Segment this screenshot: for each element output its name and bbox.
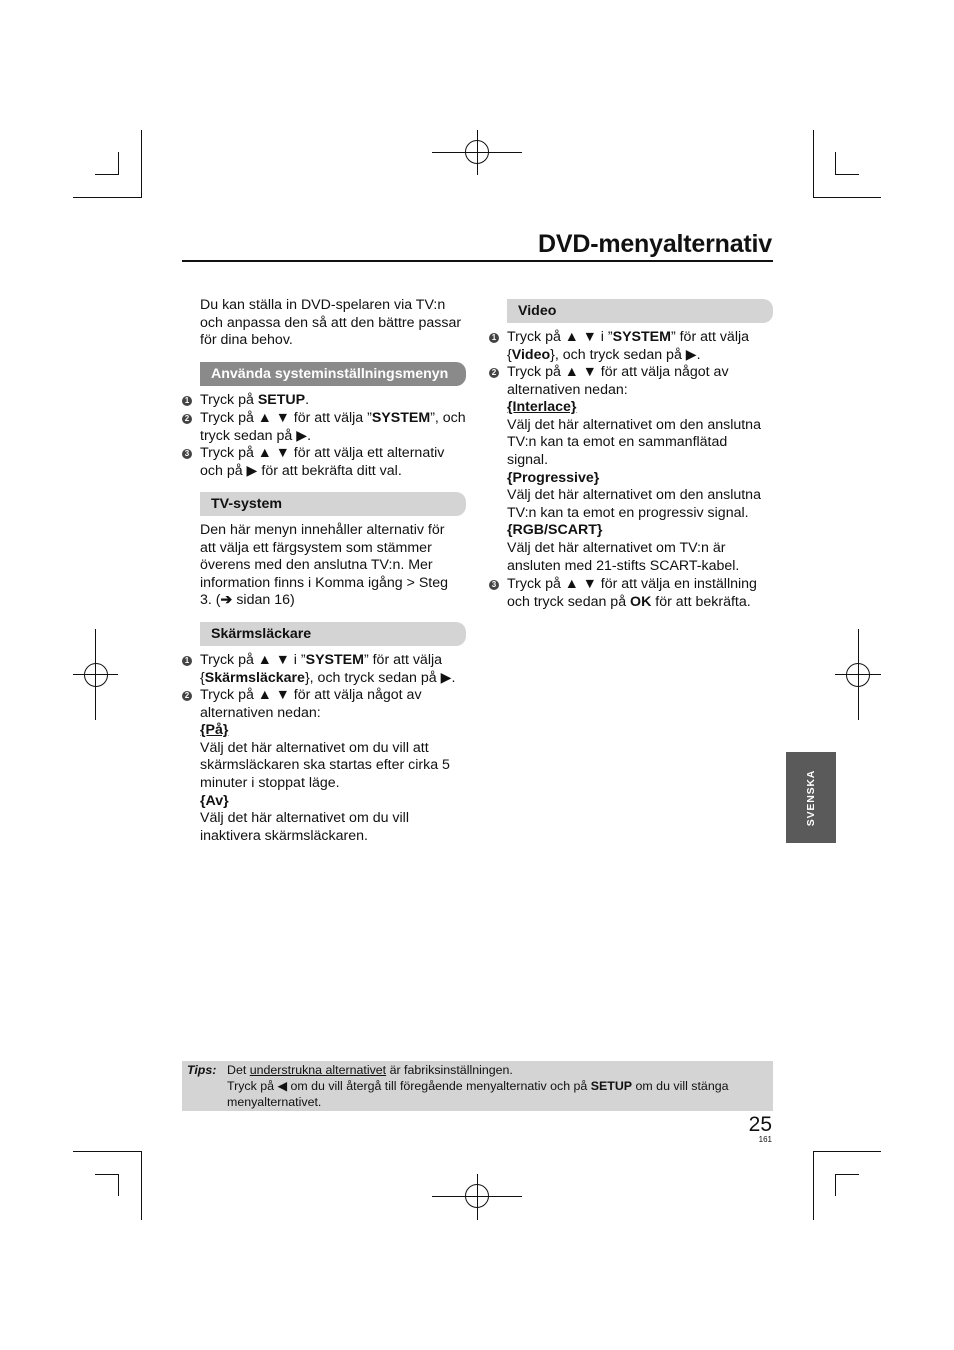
section-heading-video: Video	[507, 299, 773, 323]
tv-system-text	[200, 522, 472, 610]
text: Välj det här alternativet om TV:n är	[507, 539, 726, 556]
intro-line: för dina behov.	[200, 332, 293, 349]
tips-text	[227, 1062, 767, 1110]
text: ”, och	[430, 410, 466, 426]
page-title: DVD-menyalternativ	[538, 230, 772, 258]
setup-key: SETUP	[257, 392, 306, 408]
text-line: information finns i Komma igång > Steg	[200, 574, 449, 591]
intro-line: Du kan ställa in DVD-spelaren via TV:n	[200, 297, 446, 313]
option-label: {Interlace}	[507, 399, 577, 416]
video-step-1	[507, 329, 777, 364]
page-sub-number: 161	[758, 1135, 772, 1144]
text: ansluten med 21-stifts SCART-kabel.	[507, 557, 740, 574]
text: {	[507, 346, 512, 363]
text-line: Den här menyn innehåller alternativ för	[200, 522, 445, 538]
text-line: överens med den anslutna TV:n. Mer	[200, 557, 433, 574]
text: TV:n kan ta emot en sammanflätad	[507, 434, 728, 451]
text-line: att välja ett färgsystem som stämmer	[200, 539, 432, 556]
text: minuter i stoppat läge.	[200, 774, 340, 791]
text: TV:n kan ta emot en progressiv signal.	[507, 504, 749, 521]
intro-text	[200, 297, 472, 350]
tips-box	[182, 1061, 773, 1111]
text: och tryck sedan på	[507, 593, 631, 610]
tips-label: Tips:	[187, 1063, 217, 1077]
text: Välj det här alternativet om du vill att	[200, 739, 429, 756]
text: signal.	[507, 451, 549, 468]
option-label: {Progressive}	[507, 469, 600, 486]
step-number: 1	[489, 333, 499, 343]
setup-key: SETUP	[590, 1079, 633, 1093]
option-name: Video	[511, 346, 551, 363]
system-step-1	[200, 392, 472, 410]
option-label: {På}	[200, 722, 229, 739]
section-heading-system: Använda systeminställningsmenyn	[200, 362, 466, 386]
title-rule	[182, 260, 773, 262]
text: Tryck på ▲ ▼ för att välja något av	[507, 364, 729, 380]
text: ” för att välja	[363, 652, 443, 668]
text: Det	[227, 1063, 250, 1077]
section-heading-screensaver: Skärmsläckare	[200, 622, 466, 646]
text: är fabriksinställningen.	[386, 1063, 513, 1077]
text: Tryck på ▲ ▼ för att välja ”	[200, 410, 372, 426]
text: Tryck på ▲ ▼ för att välja ett alternativ	[200, 445, 445, 461]
screensaver-step-2	[200, 687, 472, 845]
step-number: 1	[182, 396, 192, 406]
text: menyalternativet.	[227, 1095, 322, 1109]
option-label: {RGB/SCART}	[507, 522, 603, 539]
text: och på ▶ för att bekräfta ditt val.	[200, 462, 402, 479]
screensaver-step-1	[200, 652, 472, 687]
text: inaktivera skärmsläckaren.	[200, 827, 368, 844]
language-tab	[786, 752, 836, 843]
text: }, och tryck sedan på ▶.	[304, 669, 456, 686]
step-number: 3	[489, 580, 499, 590]
system-key: SYSTEM	[305, 652, 364, 668]
option-label: {Av}	[200, 792, 229, 809]
text: Välj det här alternativet om du vill	[200, 810, 409, 827]
system-key: SYSTEM	[612, 329, 671, 345]
video-step-2	[507, 364, 777, 575]
text: om du vill stänga	[632, 1079, 729, 1093]
text: Tryck på	[200, 392, 258, 408]
text: 3. (	[200, 592, 221, 609]
step-number: 1	[182, 656, 192, 666]
option-name: Skärmsläckare	[204, 669, 305, 686]
text: .	[305, 392, 310, 408]
video-step-3	[507, 576, 777, 611]
text: ” för att välja	[670, 329, 750, 345]
system-step-2	[200, 410, 472, 445]
step-number: 2	[182, 414, 192, 424]
text: {	[200, 669, 205, 686]
section-heading-tv-system: TV-system	[200, 492, 466, 516]
system-step-3	[200, 445, 472, 480]
text: tryck sedan på ▶.	[200, 427, 312, 444]
text: Välj det här alternativet om den anslutna	[507, 416, 761, 433]
page-ref-arrow-icon: ➔	[220, 592, 233, 609]
page-number: 25	[748, 1113, 772, 1136]
text: Tryck på ◀ om du vill återgå till föregående menyalternativ och på	[227, 1079, 591, 1093]
text: för att bekräfta.	[651, 593, 751, 610]
language-tab-label: SVENSKA	[805, 769, 817, 826]
text: sidan 16)	[232, 592, 295, 609]
text: understrukna alternativet	[249, 1063, 387, 1077]
step-number: 2	[489, 368, 499, 378]
text: alternativen nedan:	[507, 381, 628, 398]
text: alternativen nedan:	[200, 704, 321, 721]
system-key: SYSTEM	[371, 410, 431, 426]
step-number: 2	[182, 691, 192, 701]
ok-key: OK	[630, 593, 652, 610]
text: Tryck på ▲ ▼ i ”	[507, 329, 613, 345]
text: Välj det här alternativet om den anslutna	[507, 487, 761, 504]
step-number: 3	[182, 449, 192, 459]
text: Tryck på ▲ ▼ för att välja en inställning	[507, 576, 757, 592]
intro-line: och anpassa den så att den bättre passar	[200, 314, 462, 331]
text: }, och tryck sedan på ▶.	[550, 346, 701, 363]
text: skärmsläckaren ska startas efter cirka 5	[200, 757, 450, 774]
text: Tryck på ▲ ▼ för att välja något av	[200, 687, 422, 703]
text: Tryck på ▲ ▼ i ”	[200, 652, 306, 668]
